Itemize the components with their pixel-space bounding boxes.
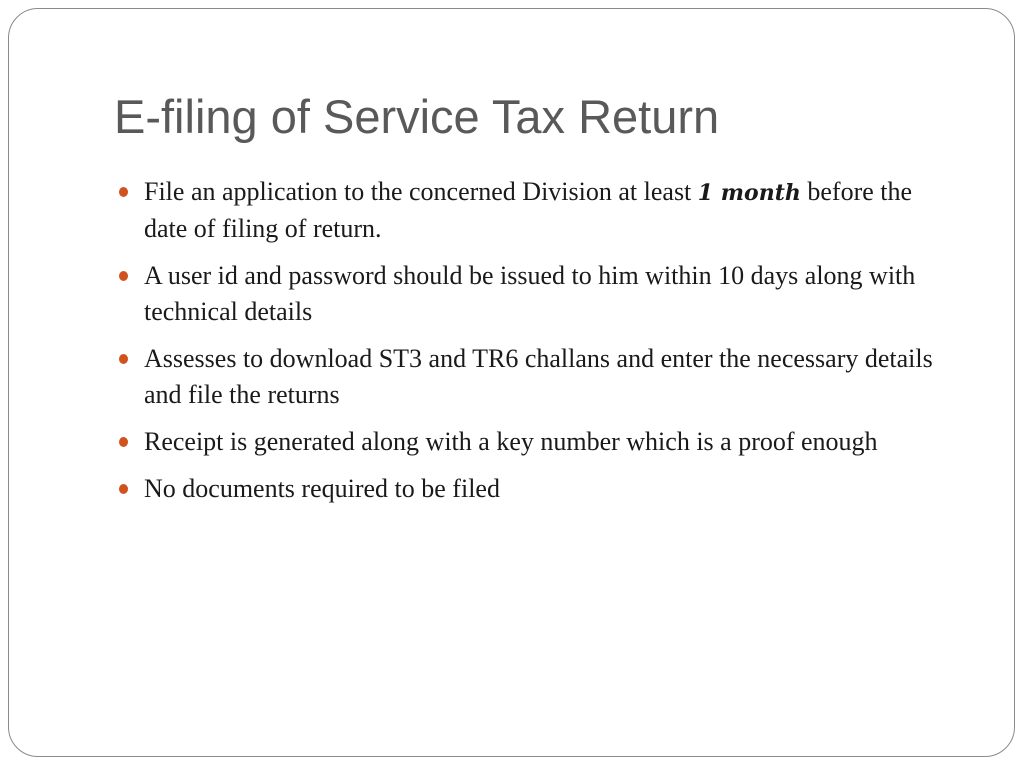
bullet-dot-icon [119,354,128,364]
bullet-text: No documents required to be filed [144,474,500,503]
bullet-text: Receipt is generated along with a key number which is a proof enough [144,427,878,456]
bullet-item [114,341,934,413]
bullet-item [114,258,934,330]
bullet-text: before the date of filing of return. [144,177,913,243]
bullet-dot-icon [119,187,128,197]
bullet-item [114,471,934,507]
slide-title: E-filing of Service Tax Return [114,90,720,143]
bullet-text: Assesses to download ST3 and TR6 challans and enter the necessary details and file the returns [144,344,933,409]
bullet-dot-icon [119,271,128,281]
bullet-item [114,174,934,247]
slide-frame [8,8,1015,757]
bullet-item [114,424,934,460]
bullet-text: A user id and password should be issued to him within 10 days along with technical details [144,261,916,326]
bullet-text: File an application to the concerned Division at least [144,177,698,206]
bullet-list [114,174,934,518]
bullet-dot-icon [119,484,128,494]
bullet-dot-icon [119,437,128,447]
bullet-emphasis: 1 month [697,180,801,206]
